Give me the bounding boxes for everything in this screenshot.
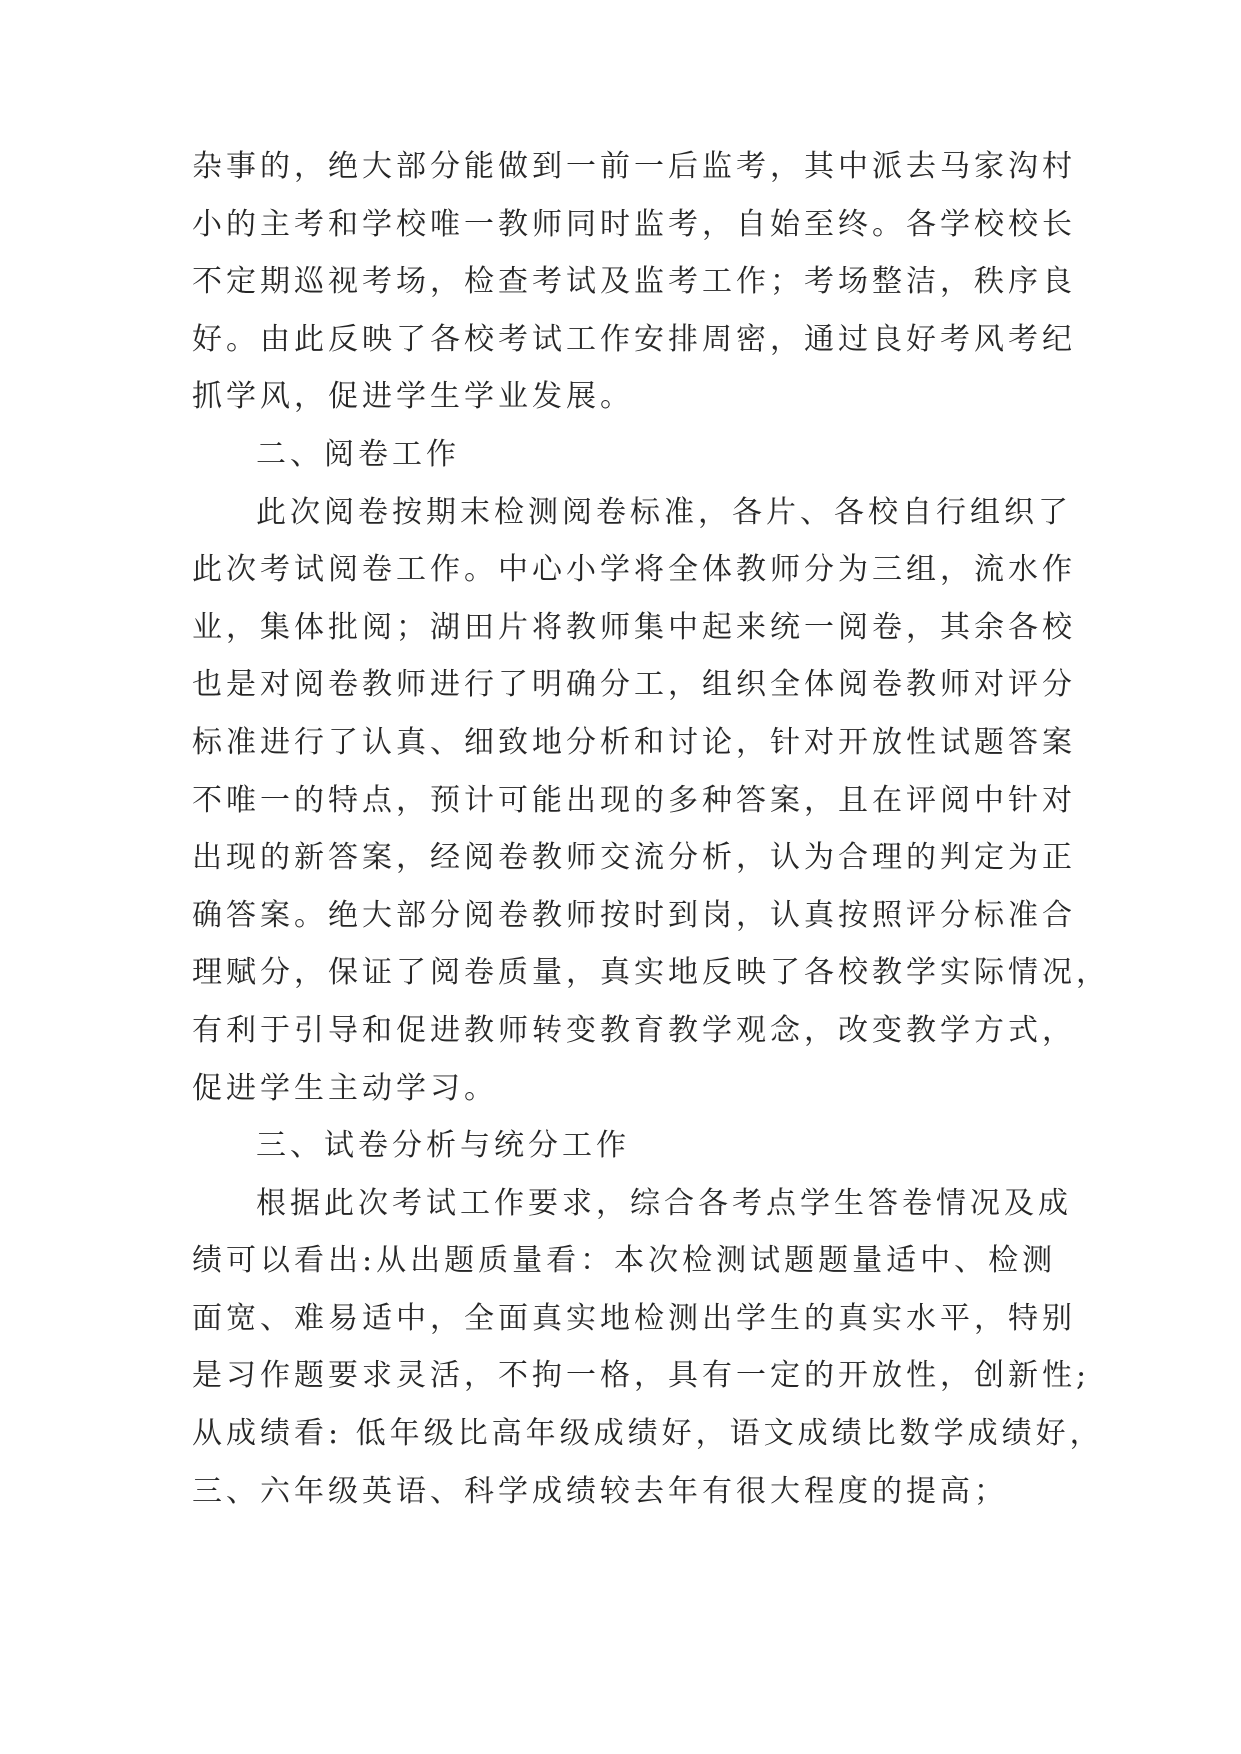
text-line: 从成绩看: 低年级比高年级成绩好，语文成绩比数学成绩好， xyxy=(192,1416,1104,1452)
text-line: 不定期巡视考场，检查考试及监考工作；考场整洁，秩序良 xyxy=(192,264,1076,300)
text-line: 三、六年级英语、科学成绩较去年有很大程度的提高； xyxy=(192,1473,1008,1509)
text-line: 好。由此反映了各校考试工作安排周密，通过良好考风考纪 xyxy=(192,321,1076,357)
text-line: 此次阅卷按期末检测阅卷标准，各片、各校自行组织了 xyxy=(256,494,1072,530)
text-line: 不唯一的特点，预计可能出现的多种答案，且在评阅中针对 xyxy=(192,782,1076,818)
document-body xyxy=(192,138,1110,1520)
text-line: 业，集体批阅；湖田片将教师集中起来统一阅卷，其余各校 xyxy=(192,609,1076,645)
text-line: 也是对阅卷教师进行了明确分工，组织全体阅卷教师对评分 xyxy=(192,667,1076,703)
text-line: 此次考试阅卷工作。中心小学将全体教师分为三组，流水作 xyxy=(192,552,1076,588)
text-line: 出现的新答案，经阅卷教师交流分析，认为合理的判定为正 xyxy=(192,840,1076,876)
text-line: 杂事的，绝大部分能做到一前一后监考，其中派去马家沟村 xyxy=(192,149,1076,184)
text-line: 理赋分，保证了阅卷质量，真实地反映了各校教学实际情况， xyxy=(192,955,1110,991)
text-line: 是习作题要求灵活，不拘一格，具有一定的开放性，创新性; xyxy=(192,1358,1091,1394)
text-line: 面宽、难易适中，全面真实地检测出学生的真实水平，特别 xyxy=(192,1300,1076,1336)
text-line: 标准进行了认真、细致地分析和讨论，针对开放性试题答案 xyxy=(192,724,1076,760)
text-line: 有利于引导和促进教师转变教育教学观念，改变教学方式， xyxy=(192,1012,1076,1048)
text-line: 促进学生主动学习。 xyxy=(192,1070,498,1106)
text-line: 确答案。绝大部分阅卷教师按时到岗，认真按照评分标准合 xyxy=(192,897,1076,933)
text-line: 三、试卷分析与统分工作 xyxy=(256,1128,630,1164)
text-line: 抓学风，促进学生学业发展。 xyxy=(192,379,634,415)
text-line: 根据此次考试工作要求，综合各考点学生答卷情况及成 xyxy=(256,1185,1072,1221)
text-line: 二、阅卷工作 xyxy=(256,436,460,472)
text-line: 小的主考和学校唯一教师同时监考，自始至终。各学校校长 xyxy=(192,206,1076,242)
text-line: 绩可以看出:从出题质量看：本次检测试题题量适中、检测 xyxy=(192,1243,1057,1279)
